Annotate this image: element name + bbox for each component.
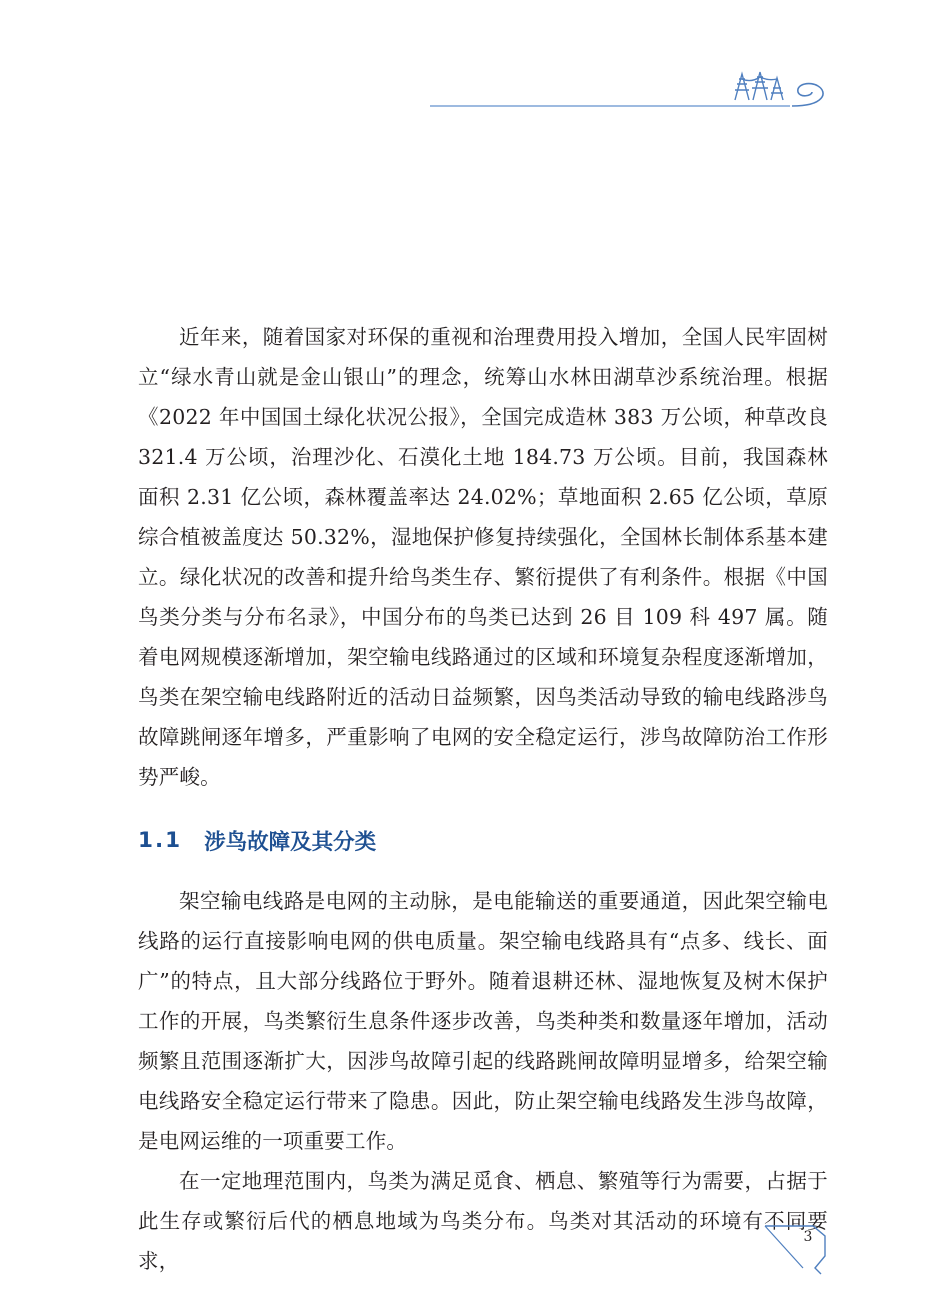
intro-paragraph: 近年来，随着国家对环保的重视和治理费用投入增加，全国人民牢固树立“绿水青山就是金山银山”的理念，统筹山水林田湖草沙系统治理。根据《2022 年中国国土绿化状况公报》，全国完成造林 383 万公顷，种草改良 321.4 万公顷，治理沙化、石漠化土地 184.73 万公顷。目前，我国森林面积 2.31 亿公顷，森林覆盖率达 24.02%；草地面积 2.65 亿公顷，草原综合植被盖度达 50.32%，湿地保护修复持续强化，全国林长制体系基本建立。绿化状况的改善和提升给鸟类生存、繁衍提供了有利条件。根据《中国鸟类分类与分布名录》，中国分布的鸟类已达到 26 目 109 科 497 属。随着电网规模逐渐增加，架空输电线路通过的区域和环境复杂程度逐渐增加，鸟类在架空输电线路附近的活动日益频繁，因鸟类活动导致的输电线路涉鸟故障跳闸逐年增多，严重影响了电网的安全稳定运行，涉鸟故障防治工作形势严峻。 bbox=[138, 325, 828, 789]
swirl-icon bbox=[792, 84, 823, 106]
section-number: 1.1 bbox=[138, 827, 183, 853]
page-number: 3 bbox=[803, 1229, 813, 1245]
section-heading bbox=[138, 817, 828, 863]
page-content bbox=[138, 317, 828, 1281]
header-decoration bbox=[430, 66, 830, 116]
transmission-towers-icon bbox=[735, 72, 783, 100]
section-title: 涉鸟故障及其分类 bbox=[204, 829, 377, 855]
section-paragraph-1: 架空输电线路是电网的主动脉，是电能输送的重要通道，因此架空输电线路的运行直接影响电网的供电质量。架空输电线路具有“点多、线长、面广”的特点，且大部分线路位于野外。随着退耕还林、湿地恢复及树木保护工作的开展，鸟类繁衍生息条件逐步改善，鸟类种类和数量逐年增加，活动频繁且范围逐渐扩大，因涉鸟故障引起的线路跳闸故障明显增多，给架空输电线路安全稳定运行带来了隐患。因此，防止架空输电线路发生涉鸟故障，是电网运维的一项重要工作。 bbox=[138, 889, 828, 1153]
section-paragraph-2: 在一定地理范围内，鸟类为满足觅食、栖息、繁殖等行为需要，占据于此生存或繁衍后代的栖息地域为鸟类分布。鸟类对其活动的环境有不同要求， bbox=[138, 1169, 828, 1273]
